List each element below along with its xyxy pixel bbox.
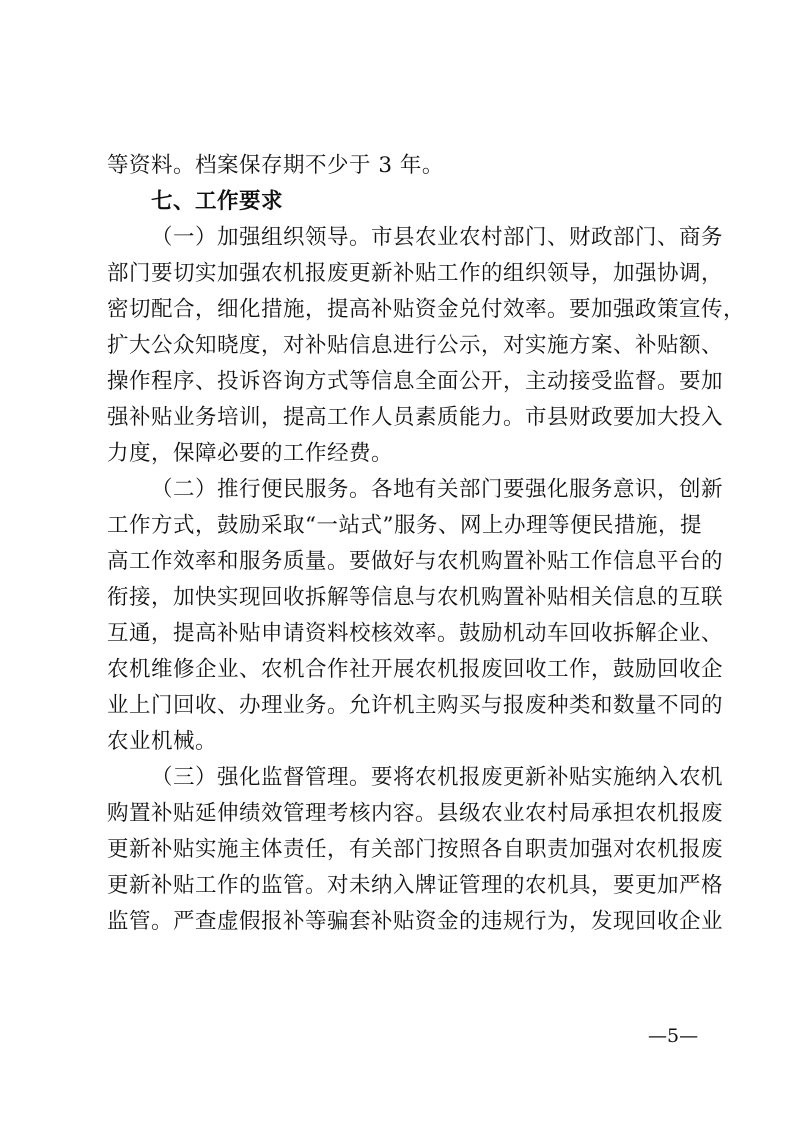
body-text-line: （三）强化监督管理。要将农机报废更新补贴实施纳入农机 <box>151 765 724 790</box>
document-body <box>107 148 746 940</box>
body-text-line: 操作程序、投诉咨询方式等信息全面公开，主动接受监督。要加 <box>107 369 724 394</box>
body-text-line: 部门要切实加强农机报废更新补贴工作的组织领导，加强协调， <box>107 261 724 286</box>
body-text-line: （一）加强组织领导。市县农业农村部门、财政部门、商务 <box>151 225 724 250</box>
body-text-line: 力度，保障必要的工作经费。 <box>107 441 394 466</box>
body-text-line: 高工作效率和服务质量。要做好与农机购置补贴工作信息平台的 <box>107 549 724 574</box>
page-number: —5— <box>648 1025 699 1047</box>
body-text-line: 业上门回收、办理业务。允许机主购买与报废种类和数量不同的 <box>107 693 724 718</box>
body-text-line: 购置补贴延伸绩效管理考核内容。县级农业农村局承担农机报废 <box>107 801 724 826</box>
body-text-line: 农机维修企业、农机合作社开展农机报废回收工作，鼓励回收企 <box>107 657 724 682</box>
body-text-line: 农业机械。 <box>107 729 218 754</box>
body-text-line: 衔接，加快实现回收拆解等信息与农机购置补贴相关信息的互联 <box>107 585 724 610</box>
body-text-line: （二）推行便民服务。各地有关部门要强化服务意识，创新 <box>151 477 724 502</box>
body-text-line: 等资料。档案保存期不少于 3 年。 <box>107 153 444 178</box>
body-text-line: 强补贴业务培训，提高工作人员素质能力。市县财政要加大投入 <box>107 405 724 430</box>
body-text-line: 更新补贴工作的监管。对未纳入牌证管理的农机具，要更加严格 <box>107 873 724 898</box>
section-heading: 七、工作要求 <box>151 189 284 214</box>
body-text-line: 密切配合，细化措施，提高补贴资金兑付效率。要加强政策宣传， <box>107 297 746 322</box>
body-text-line: 监管。严查虚假报补等骗套补贴资金的违规行为，发现回收企业 <box>107 909 724 934</box>
body-text-line: 工作方式，鼓励采取“一站式”服务、网上办理等便民措施，提 <box>107 513 702 538</box>
body-text-line: 扩大公众知晓度，对补贴信息进行公示，对实施方案、补贴额、 <box>107 333 724 358</box>
body-text-line: 互通，提高补贴申请资料校核效率。鼓励机动车回收拆解企业、 <box>107 621 724 646</box>
body-text-line: 更新补贴实施主体责任，有关部门按照各自职责加强对农机报废 <box>107 837 724 862</box>
